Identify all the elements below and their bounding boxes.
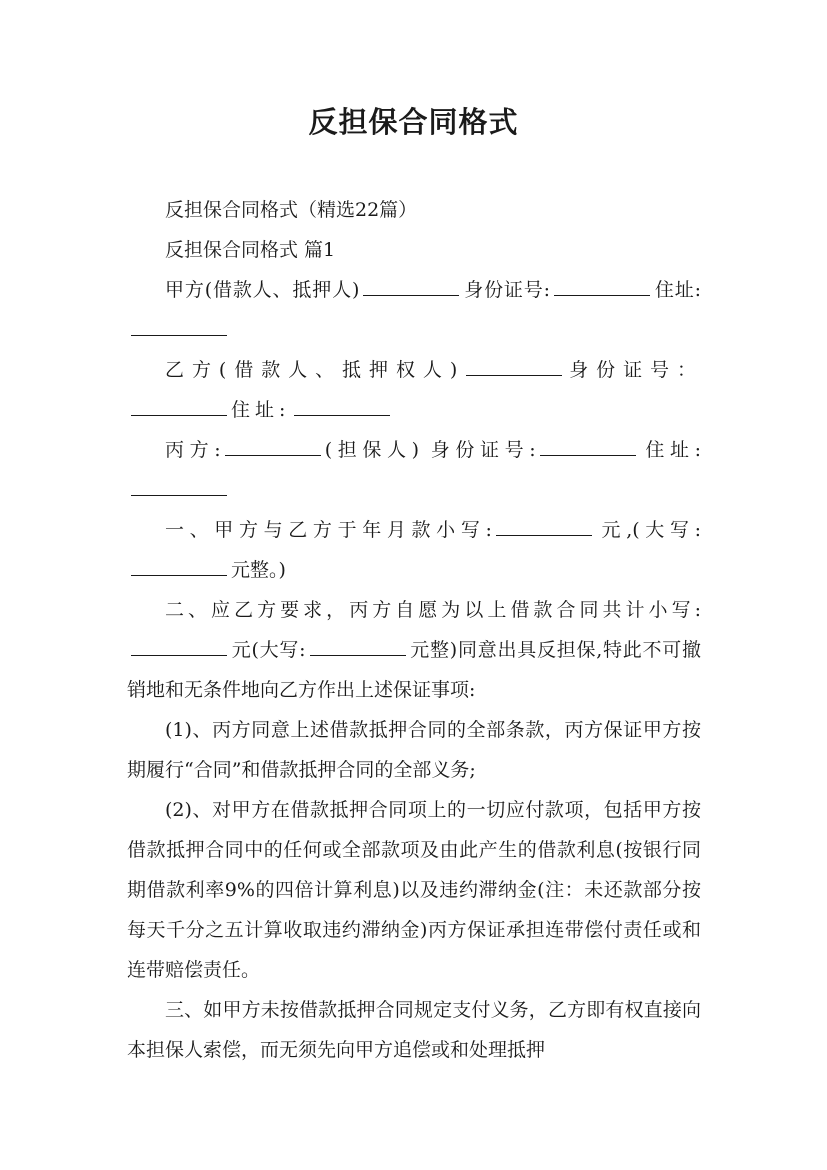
paragraph-party-b: 乙方(借款人、抵押权人) 身份证号：住址: [127, 350, 701, 430]
paragraph-subtitle: 反担保合同格式（精选22篇） [165, 199, 418, 221]
paragraph-clause-2-item-2: (2)、对甲方在借款抵押合同项上的一切应付款项，包括甲方按借款抵押合同中的任何或全部款项及由此产生的借款利息(按银行同期借款利率9%的四倍计算利息)以及违约滞纳金(注：未还款部分按每天千分之五计算收取违约滞纳金)丙方保证承担连带偿付责任或和连带赔偿责任。 [127, 799, 701, 981]
paragraph-party-c: 丙方: (担保人) 身份证号: 住址: [127, 430, 701, 510]
document-title: 反担保合同格式 [308, 105, 519, 139]
paragraph-clause-2-item-1: (1)、丙方同意上述借款抵押合同的全部条款，丙方保证甲方按期履行“合同”和借款抵押合同的全部义务; [127, 719, 701, 781]
blank-line [131, 473, 227, 496]
blank-line [310, 633, 406, 656]
paragraph-section-heading: 反担保合同格式 篇1 [165, 239, 336, 261]
blank-line [131, 313, 227, 336]
blank-line [225, 433, 321, 456]
blank-line [131, 633, 227, 656]
blank-line [466, 353, 562, 376]
blank-line [131, 553, 227, 576]
blank-line [540, 433, 636, 456]
paragraph-party-a: 甲方(借款人、抵押人) 身份证号: 住址: [127, 270, 701, 350]
paragraph-clause-2: 二、应乙方要求，丙方自愿为以上借款合同共计小写:元(大写: 元整)同意出具反担保,特此不可撤销地和无条件地向乙方作出上述保证事项: [127, 599, 701, 701]
paragraph-clause-1: 一、甲方与乙方于年月款小写: 元,(大写:元整。) [127, 510, 701, 590]
blank-line [496, 513, 592, 536]
blank-line [294, 393, 390, 416]
paragraph-clause-3: 三、如甲方未按借款抵押合同规定支付义务，乙方即有权直接向本担保人索偿，而无须先向甲方追偿或和处理抵押 [127, 999, 701, 1061]
blank-line [554, 273, 650, 296]
document-body [127, 190, 701, 1070]
blank-line [131, 393, 227, 416]
blank-line [363, 273, 459, 296]
